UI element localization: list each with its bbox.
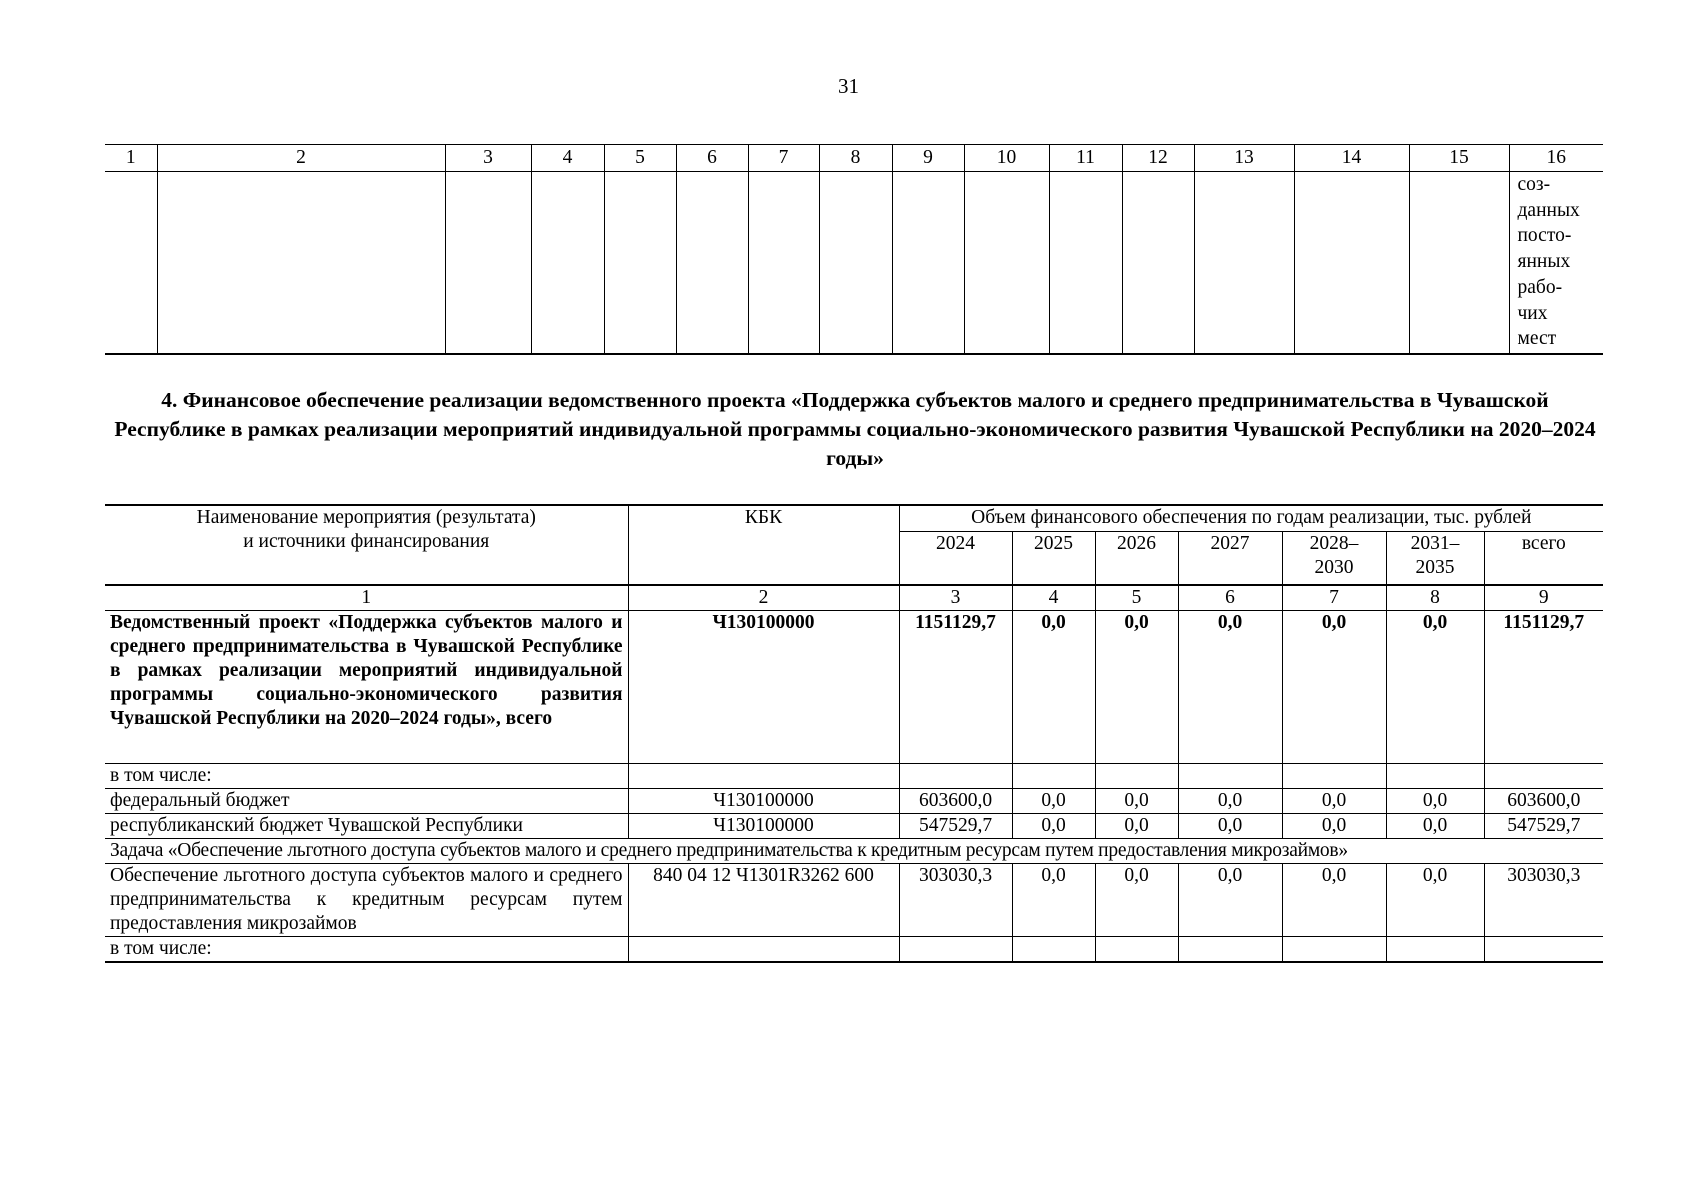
continuation-table	[105, 144, 1603, 355]
column-number: 15	[1409, 145, 1509, 172]
row-value: 0,0	[1012, 864, 1095, 937]
table-row	[105, 814, 1603, 839]
row-value	[1282, 937, 1386, 963]
row-name: Ведомственный проект «Поддержка субъектов малого и среднего предпринимательства в Чувашской Республике в рамках реализации мероприятий индивидуальной программы социально-экономического развития Чувашской Республики на 2020–2024 годы», всего	[105, 611, 628, 764]
column-number: 11	[1049, 145, 1122, 172]
row-value: 0,0	[1012, 814, 1095, 839]
row-value: 1151129,7	[899, 611, 1012, 764]
row-value: 0,0	[1178, 864, 1282, 937]
table-row	[105, 611, 1603, 764]
row-value: 0,0	[1386, 864, 1484, 937]
row-value: 547529,7	[1484, 814, 1603, 839]
table-cell	[1049, 172, 1122, 355]
column-number: 6	[1178, 585, 1282, 611]
row-kbk: Ч130100000	[628, 611, 899, 764]
table-row	[105, 172, 1603, 355]
row-name: федеральный бюджет	[105, 789, 628, 814]
header-volume: Объем финансового обеспечения по годам реализации, тыс. рублей	[899, 505, 1603, 531]
table-row	[105, 864, 1603, 937]
column-number: 13	[1194, 145, 1294, 172]
row-value: 0,0	[1012, 789, 1095, 814]
column-number: 2	[628, 585, 899, 611]
header-year: 2027	[1178, 531, 1282, 585]
row-value	[1386, 764, 1484, 789]
row-value: 0,0	[1282, 814, 1386, 839]
column-number: 3	[445, 145, 531, 172]
col16-text: соз- данных посто- янных рабо- чих мест	[1509, 172, 1603, 355]
row-value: 547529,7	[899, 814, 1012, 839]
column-number: 5	[1095, 585, 1178, 611]
table-cell	[964, 172, 1049, 355]
row-value: 0,0	[1282, 864, 1386, 937]
row-kbk: Ч130100000	[628, 789, 899, 814]
column-number: 4	[1012, 585, 1095, 611]
header-year: 2028– 2030	[1282, 531, 1386, 585]
row-value: 0,0	[1386, 814, 1484, 839]
task-row	[105, 839, 1603, 864]
column-number: 2	[157, 145, 445, 172]
row-value	[1095, 937, 1178, 963]
table-cell	[676, 172, 748, 355]
row-kbk: 840 04 12 Ч1301R3262 600	[628, 864, 899, 937]
row-value: 0,0	[1282, 611, 1386, 764]
table-row	[105, 764, 1603, 789]
page-number: 31	[838, 74, 859, 98]
row-name: Обеспечение льготного доступа субъектов малого и среднего предпринимательства к кредитным ресурсам путем предоставления микрозаймов	[105, 864, 628, 937]
table-cell	[445, 172, 531, 355]
header-year: 2025	[1012, 531, 1095, 585]
column-number: 6	[676, 145, 748, 172]
row-value	[1178, 764, 1282, 789]
row-name: в том числе:	[105, 937, 628, 963]
table-cell	[748, 172, 819, 355]
table-cell	[1294, 172, 1409, 355]
column-number: 16	[1509, 145, 1603, 172]
column-number: 5	[604, 145, 676, 172]
row-value: 303030,3	[899, 864, 1012, 937]
row-value	[1484, 937, 1603, 963]
row-value: 1151129,7	[1484, 611, 1603, 764]
column-number-row	[105, 585, 1603, 611]
table-cell	[819, 172, 892, 355]
row-value: 0,0	[1178, 611, 1282, 764]
row-value: 0,0	[1095, 814, 1178, 839]
row-value: 0,0	[1386, 789, 1484, 814]
column-number: 8	[819, 145, 892, 172]
column-number: 4	[531, 145, 604, 172]
row-value	[899, 764, 1012, 789]
table-cell	[1122, 172, 1194, 355]
column-number: 1	[105, 145, 157, 172]
column-number: 12	[1122, 145, 1194, 172]
row-value: 603600,0	[899, 789, 1012, 814]
row-value: 0,0	[1282, 789, 1386, 814]
row-value	[1012, 937, 1095, 963]
row-value: 303030,3	[1484, 864, 1603, 937]
column-number: 8	[1386, 585, 1484, 611]
row-value	[1484, 764, 1603, 789]
header-year: 2031– 2035	[1386, 531, 1484, 585]
row-value: 0,0	[1095, 864, 1178, 937]
row-name: республиканский бюджет Чувашской Республики	[105, 814, 628, 839]
column-number: 7	[1282, 585, 1386, 611]
column-number-row	[105, 145, 1603, 172]
table-row	[105, 789, 1603, 814]
header-year: 2024	[899, 531, 1012, 585]
row-value: 0,0	[1178, 789, 1282, 814]
row-value	[1386, 937, 1484, 963]
column-number: 1	[105, 585, 628, 611]
row-value: 0,0	[1095, 611, 1178, 764]
header-kbk: КБК	[628, 505, 899, 585]
row-value: 0,0	[1095, 789, 1178, 814]
row-name: в том числе:	[105, 764, 628, 789]
table-cell	[105, 172, 157, 355]
table-cell	[157, 172, 445, 355]
table-row	[105, 937, 1603, 963]
finance-table	[105, 504, 1603, 963]
column-number: 3	[899, 585, 1012, 611]
column-number: 10	[964, 145, 1049, 172]
column-number: 7	[748, 145, 819, 172]
table-cell	[1194, 172, 1294, 355]
table-cell	[1409, 172, 1509, 355]
header-year: 2026	[1095, 531, 1178, 585]
row-value	[899, 937, 1012, 963]
header-name: Наименование мероприятия (результата) и источники финансирования	[105, 505, 628, 585]
row-kbk	[628, 764, 899, 789]
header-total: всего	[1484, 531, 1603, 585]
row-value: 0,0	[1178, 814, 1282, 839]
header-row	[105, 505, 1603, 531]
table-cell	[604, 172, 676, 355]
row-value: 0,0	[1386, 611, 1484, 764]
row-value	[1095, 764, 1178, 789]
column-number: 9	[1484, 585, 1603, 611]
section-title: 4. Финансовое обеспечение реализации ведомственного проекта «Поддержка субъектов малого и среднего предпринимательства в Чувашской Республике в рамках реализации мероприятий индивидуальной программы социально-экономического развития Чувашской Республики на 2020–2024 годы»	[114, 388, 1596, 470]
column-number: 14	[1294, 145, 1409, 172]
row-kbk: Ч130100000	[628, 814, 899, 839]
row-value: 603600,0	[1484, 789, 1603, 814]
column-number: 9	[892, 145, 964, 172]
table-cell	[892, 172, 964, 355]
row-value	[1178, 937, 1282, 963]
task-text: Задача «Обеспечение льготного доступа субъектов малого и среднего предпринимательства к кредитным ресурсам путем предоставления микрозаймов»	[105, 839, 1603, 864]
table-cell	[531, 172, 604, 355]
row-value: 0,0	[1012, 611, 1095, 764]
row-value	[1012, 764, 1095, 789]
row-value	[1282, 764, 1386, 789]
row-kbk	[628, 937, 899, 963]
